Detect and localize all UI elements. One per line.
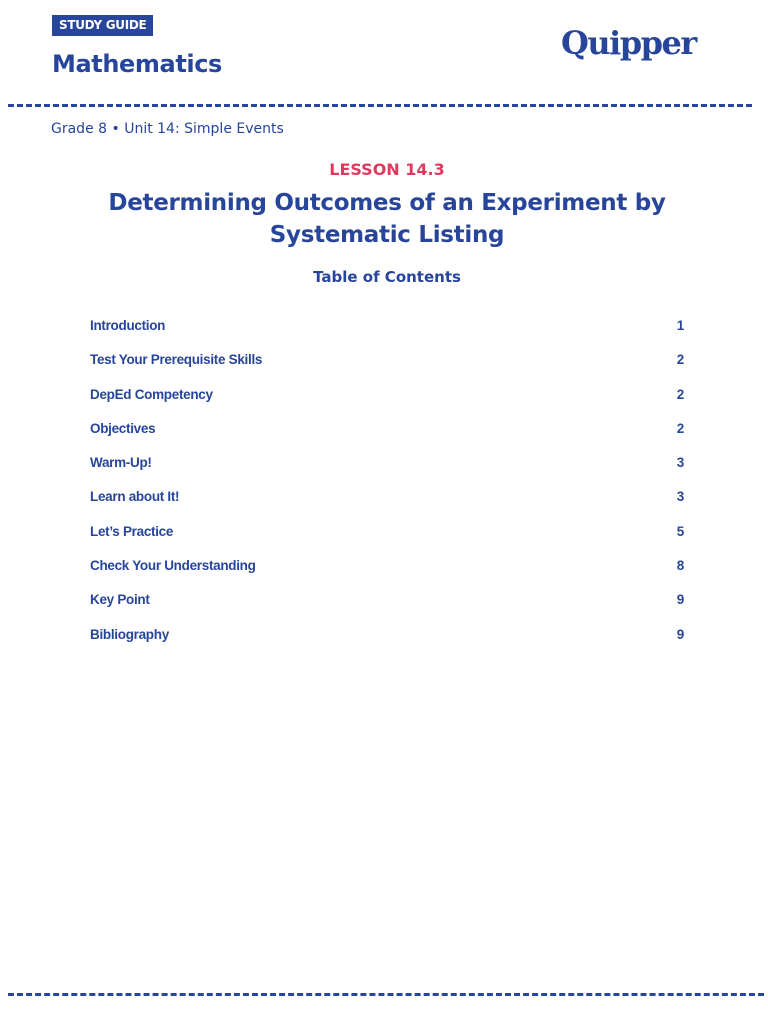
toc-entry-page: 5 [676,523,684,539]
lesson-number: LESSON 14.3 [329,160,445,179]
lesson-title: Determining Outcomes of an Experiment by Systematic Listing [108,190,666,248]
toc-entry-page: 8 [676,558,684,574]
toc-entry-learn-about-it[interactable] [90,489,684,523]
toc-entry-label: Warm-Up! [90,455,152,471]
toc-entry-label: DepEd Competency [90,386,213,402]
toc-entry-page: 9 [676,592,684,608]
table-of-contents [90,318,684,661]
toc-entry-label: Check Your Understanding [90,558,256,574]
toc-entry-prerequisite-skills[interactable] [90,352,684,386]
toc-entry-label: Introduction [90,318,166,333]
subject-title: Mathematics [52,50,222,78]
toc-entry-deped-competency[interactable] [90,387,684,421]
breadcrumb: Grade 8 • Unit 14: Simple Events [51,121,284,137]
toc-entry-lets-practice[interactable] [90,524,684,558]
toc-entry-label: Key Point [90,592,150,608]
toc-entry-label: Bibliography [90,626,169,642]
toc-entry-page: 3 [676,455,684,471]
toc-entry-page: 2 [676,386,684,402]
toc-heading: Table of Contents [313,268,461,286]
toc-entry-label: Objectives [90,420,156,436]
toc-entry-bibliography[interactable] [90,627,684,661]
toc-entry-objectives[interactable] [90,421,684,455]
toc-entry-warm-up[interactable] [90,455,684,489]
toc-entry-key-point[interactable] [90,592,684,626]
quipper-logo: Quipper [561,24,696,62]
toc-entry-page: 2 [676,420,684,436]
top-dotted-divider [8,104,752,107]
toc-entry-check-understanding[interactable] [90,558,684,592]
toc-entry-page: 3 [676,489,684,505]
study-guide-badge: STUDY GUIDE [52,15,153,36]
toc-entry-page: 2 [676,352,684,368]
toc-entry-page: 1 [676,318,684,333]
toc-entry-page: 9 [676,626,684,642]
toc-entry-label: Learn about It! [90,489,180,505]
bottom-dotted-divider [8,993,764,996]
toc-entry-introduction[interactable] [90,318,684,352]
toc-entry-label: Let’s Practice [90,523,174,539]
toc-entry-label: Test Your Prerequisite Skills [90,352,263,368]
